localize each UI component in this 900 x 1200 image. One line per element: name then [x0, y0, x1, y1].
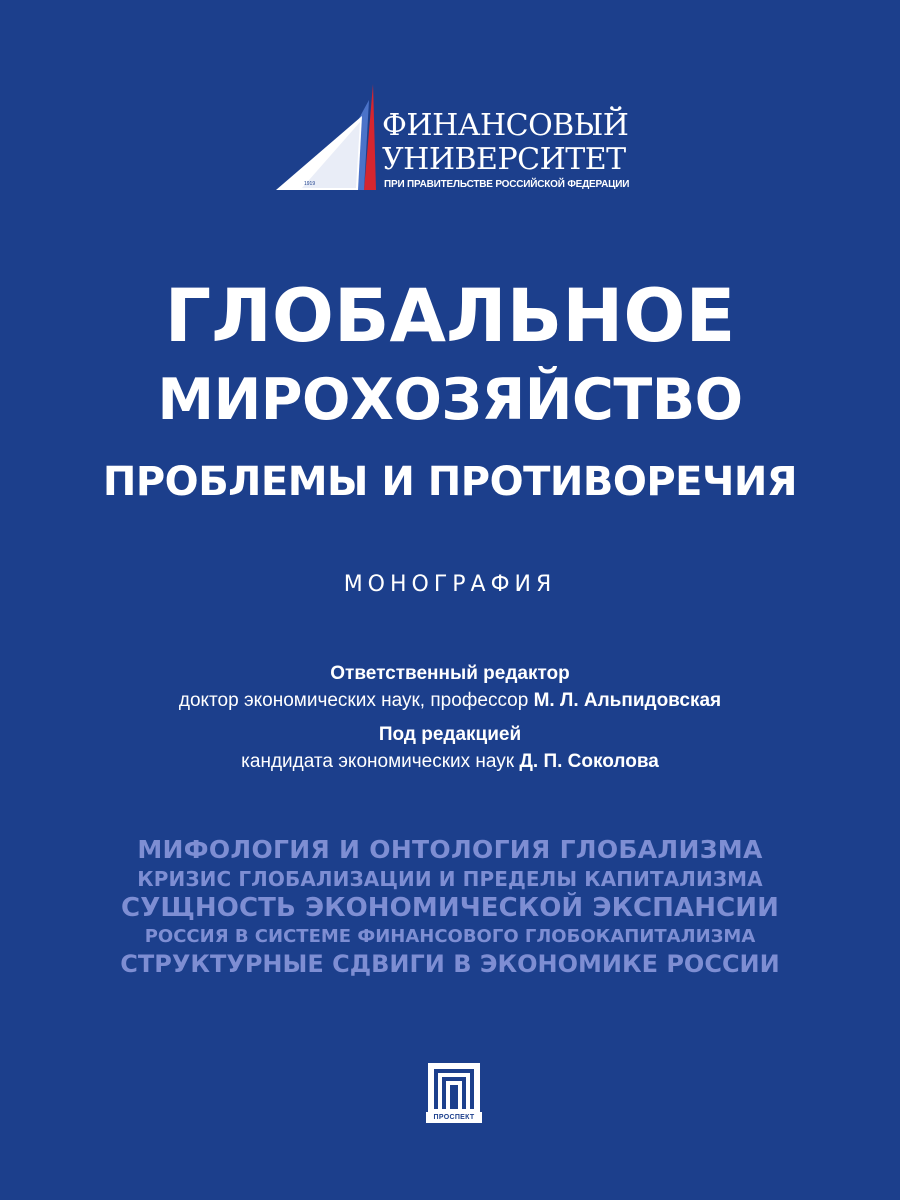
- topic-item: СТРУКТУРНЫЕ СДВИГИ В ЭКОНОМИКЕ РОССИИ: [120, 950, 780, 978]
- publisher-logo: [426, 1063, 482, 1123]
- topic-item: РОССИЯ В СИСТЕМЕ ФИНАНСОВОГО ГЛОБОКАПИТАЛИЗМА: [144, 926, 756, 947]
- editor-role: Ответственный редактор: [330, 663, 570, 684]
- redaction-credit: [0, 750, 900, 774]
- editor-name: М. Л. Альпидовская: [533, 690, 722, 711]
- book-title-line1: ГЛОБАЛЬНОЕ: [164, 274, 736, 359]
- topics-list: [0, 834, 900, 979]
- publisher-name: ПРОСПЕКТ: [426, 1112, 482, 1123]
- publisher-building-icon: [428, 1063, 480, 1113]
- book-subtitle: ПРОБЛЕМЫ И ПРОТИВОРЕЧИЯ: [102, 459, 798, 505]
- redaction-title: кандидата экономических наук: [241, 751, 520, 772]
- redaction-name: Д. П. Соколова: [519, 751, 659, 772]
- topic-item: КРИЗИС ГЛОБАЛИЗАЦИИ И ПРЕДЕЛЫ КАПИТАЛИЗМА: [137, 867, 763, 891]
- topic-item: МИФОЛОГИЯ И ОНТОЛОГИЯ ГЛОБАЛИЗМА: [137, 835, 763, 864]
- book-title-line2: МИРОХОЗЯЙСТВО: [157, 367, 743, 433]
- editor-title: доктор экономических наук, профессор: [178, 690, 534, 711]
- logo-name-line1: ФИНАНСОВЫЙ: [382, 108, 629, 143]
- topic-item: СУЩНОСТЬ ЭКОНОМИЧЕСКОЙ ЭКСПАНСИИ: [121, 893, 779, 923]
- logo-name-line2: УНИВЕРСИТЕТ: [382, 142, 626, 177]
- logo-subtitle: ПРИ ПРАВИТЕЛЬСТВЕ РОССИЙСКОЙ ФЕДЕРАЦИИ: [384, 179, 630, 190]
- editor-credit: [0, 689, 900, 713]
- flag-sail-icon: [272, 82, 382, 194]
- university-logo: [272, 82, 632, 194]
- logo-year: 1919: [304, 181, 316, 187]
- book-genre: МОНОГРАФИЯ: [343, 572, 557, 597]
- redaction-role: Под редакцией: [378, 724, 522, 745]
